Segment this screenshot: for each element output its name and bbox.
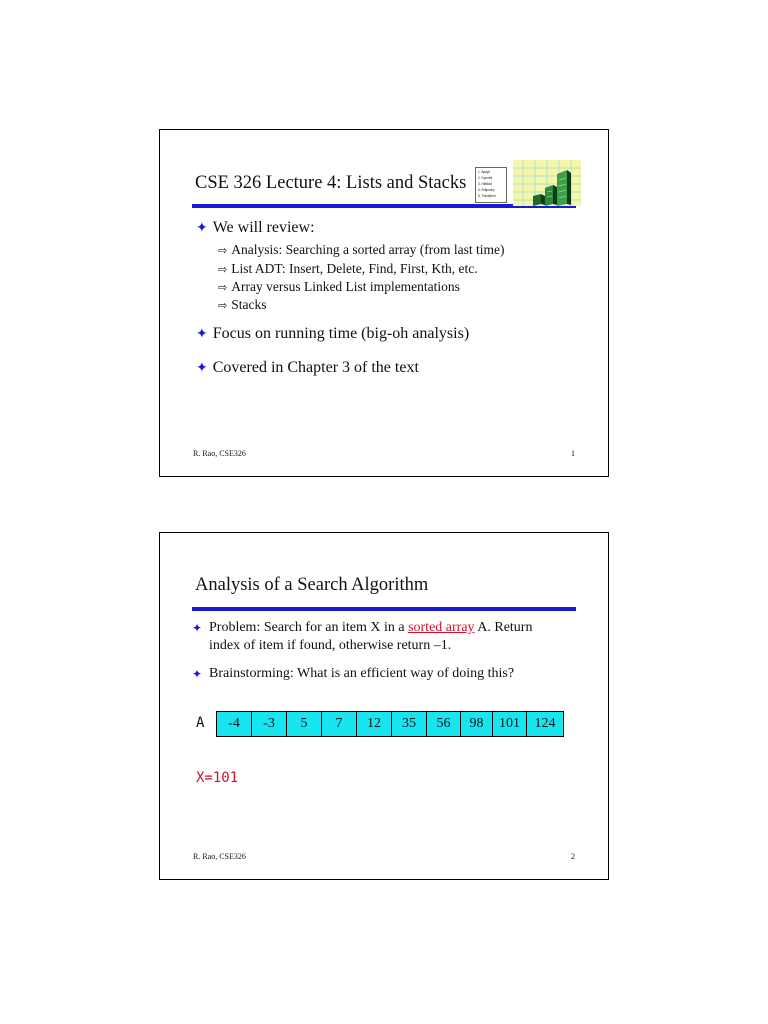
array-cells: [216, 711, 564, 737]
array-cell: 35: [392, 712, 427, 736]
arrow-bullet-icon: ⇨: [218, 263, 228, 276]
bullet-problem: [192, 619, 552, 655]
footer-author: R. Rao, CSE326: [193, 449, 246, 458]
sub-bullet-text: Array versus Linked List implementations: [231, 279, 460, 294]
bullet-text-end: A. Return index of item if found, otherwise return –1.: [209, 620, 533, 653]
bullet-text: Brainstorming: What is an efficient way of doing this?: [209, 666, 515, 681]
star-bullet-icon: ✦: [196, 360, 208, 376]
array-cell: 5: [287, 712, 322, 736]
arrow-bullet-icon: ⇨: [218, 281, 228, 294]
bullet-brainstorm: [192, 665, 572, 683]
bar-chart-icon: [475, 160, 581, 206]
footer-author: R. Rao, CSE326: [193, 852, 246, 861]
array-label: A: [196, 715, 205, 731]
page-number: 2: [571, 852, 575, 861]
chart-logo: [475, 160, 581, 206]
sub-bullet-item: [218, 242, 505, 258]
logo-list-line: 1. Aptqtl: [478, 170, 490, 174]
page-number: 1: [571, 449, 575, 458]
bullet-text: [209, 619, 552, 655]
title-rule: [192, 607, 576, 611]
sub-bullet-text: Stacks: [231, 297, 267, 312]
array-cell: 56: [427, 712, 461, 736]
array-cell: 12: [357, 712, 392, 736]
star-bullet-icon: ✦: [192, 667, 203, 681]
bullet-item: [196, 219, 315, 237]
logo-list-line: 3. Hkltblol: [478, 182, 492, 186]
sub-bullet-item: [218, 297, 266, 313]
arrow-bullet-icon: ⇨: [218, 244, 228, 257]
search-target: X=101: [196, 770, 239, 786]
logo-list-line: 4. Rdtpzdrp: [478, 188, 495, 192]
array-cell: 98: [461, 712, 493, 736]
sub-bullet-text: List ADT: Insert, Delete, Find, First, Kth, etc.: [231, 261, 478, 276]
star-bullet-icon: ✦: [196, 220, 208, 236]
arrow-bullet-icon: ⇨: [218, 299, 228, 312]
sub-bullet-text: Analysis: Searching a sorted array (from last time): [231, 242, 505, 257]
slide-title: Analysis of a Search Algorithm: [195, 575, 429, 595]
logo-list-line: 2. Dpcvbtl: [478, 176, 493, 180]
logo-list-line: 5. Trdesfpmr: [478, 194, 496, 198]
array-cell: 7: [322, 712, 357, 736]
star-bullet-icon: ✦: [196, 326, 208, 342]
bullet-item: [196, 359, 419, 377]
slide-1: [159, 129, 609, 477]
sub-bullet-item: [218, 279, 460, 295]
bullet-text: We will review:: [212, 219, 315, 236]
star-bullet-icon: ✦: [192, 621, 203, 635]
array-cell: 124: [527, 712, 563, 736]
bullet-item: [196, 325, 469, 343]
bullet-text: Focus on running time (big-oh analysis): [212, 325, 470, 342]
bullet-text-start: Problem: Search for an item X in a: [209, 620, 409, 635]
array-cell: -4: [217, 712, 252, 736]
array-cell: -3: [252, 712, 287, 736]
slide-2: [159, 532, 609, 880]
slide-title: CSE 326 Lecture 4: Lists and Stacks: [195, 173, 467, 193]
sorted-array-link[interactable]: sorted array: [408, 620, 475, 635]
sub-bullet-item: [218, 261, 478, 277]
bullet-text: Covered in Chapter 3 of the text: [212, 359, 419, 376]
array-cell: 101: [493, 712, 527, 736]
